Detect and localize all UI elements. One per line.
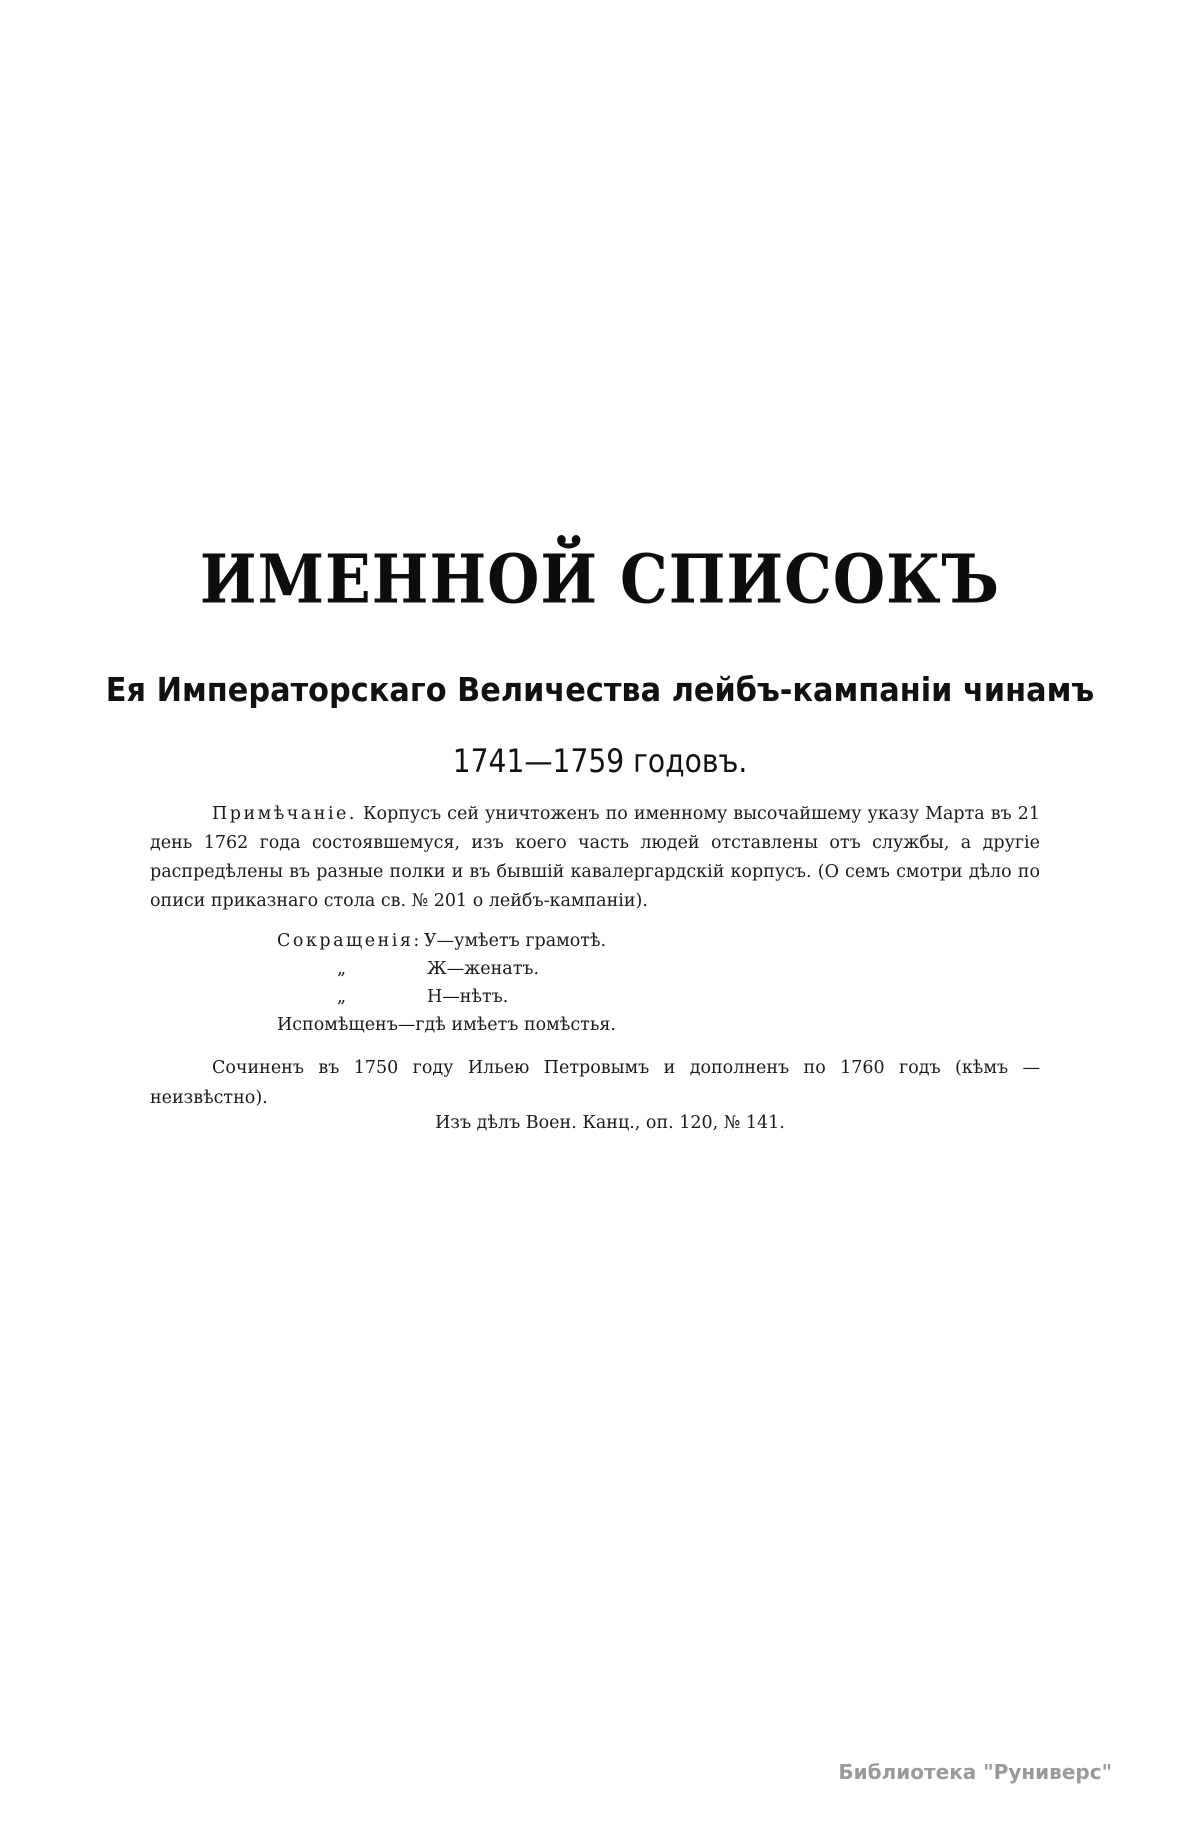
source-reference: Изъ дѣлъ Воен. Канц., оп. 120, № 141. [435, 1113, 785, 1133]
note-paragraph [150, 800, 1040, 916]
composition-note: Сочиненъ въ 1750 году Ильею Петровымъ и дополненъ по 1760 годъ (кѣмъ — неизвѣстно). [150, 1058, 1040, 1108]
abbreviation-item: У—умѣетъ грамотѣ. [424, 931, 607, 951]
years-heading: 1741—1759 годовъ. [452, 742, 748, 780]
note-label: Примѣчаніе. [212, 804, 357, 824]
abbreviations-block [277, 927, 877, 1039]
ditto-mark: „ [337, 987, 347, 1007]
page-title: ИМЕННОЙ СПИСОКЪ [199, 540, 1001, 620]
abbreviation-item: Ж—женатъ. [427, 959, 540, 979]
ditto-mark: „ [337, 959, 347, 979]
page-subtitle: Ея Императорскаго Величества лейбъ-кампаніи чинамъ [105, 670, 1095, 709]
abbreviations-label: Сокращенія: [277, 931, 422, 951]
abbreviation-row [277, 983, 877, 1011]
library-watermark: Библиотека "Руниверс" [838, 1760, 1112, 1784]
abbreviation-item: Н—нѣтъ. [427, 987, 509, 1007]
abbreviation-row [277, 955, 877, 983]
abbreviation-row [277, 927, 877, 955]
abbreviation-row [277, 1011, 877, 1039]
note-text: Корпусъ сей уничтоженъ по именному высочайшему указу Марта въ 21 день 1762 года состоявшемуся, изъ коего часть людей отставлены отъ службы, а другіе распредѣлены въ разные полки и въ бывшій кавалергардскій корпусъ. (О семъ смотри дѣло по описи приказнаго стола св. № 201 о лейбъ-кампаніи). [150, 804, 1040, 911]
abbreviation-extra: Испомѣщенъ—гдѣ имѣетъ помѣстья. [277, 1015, 616, 1035]
